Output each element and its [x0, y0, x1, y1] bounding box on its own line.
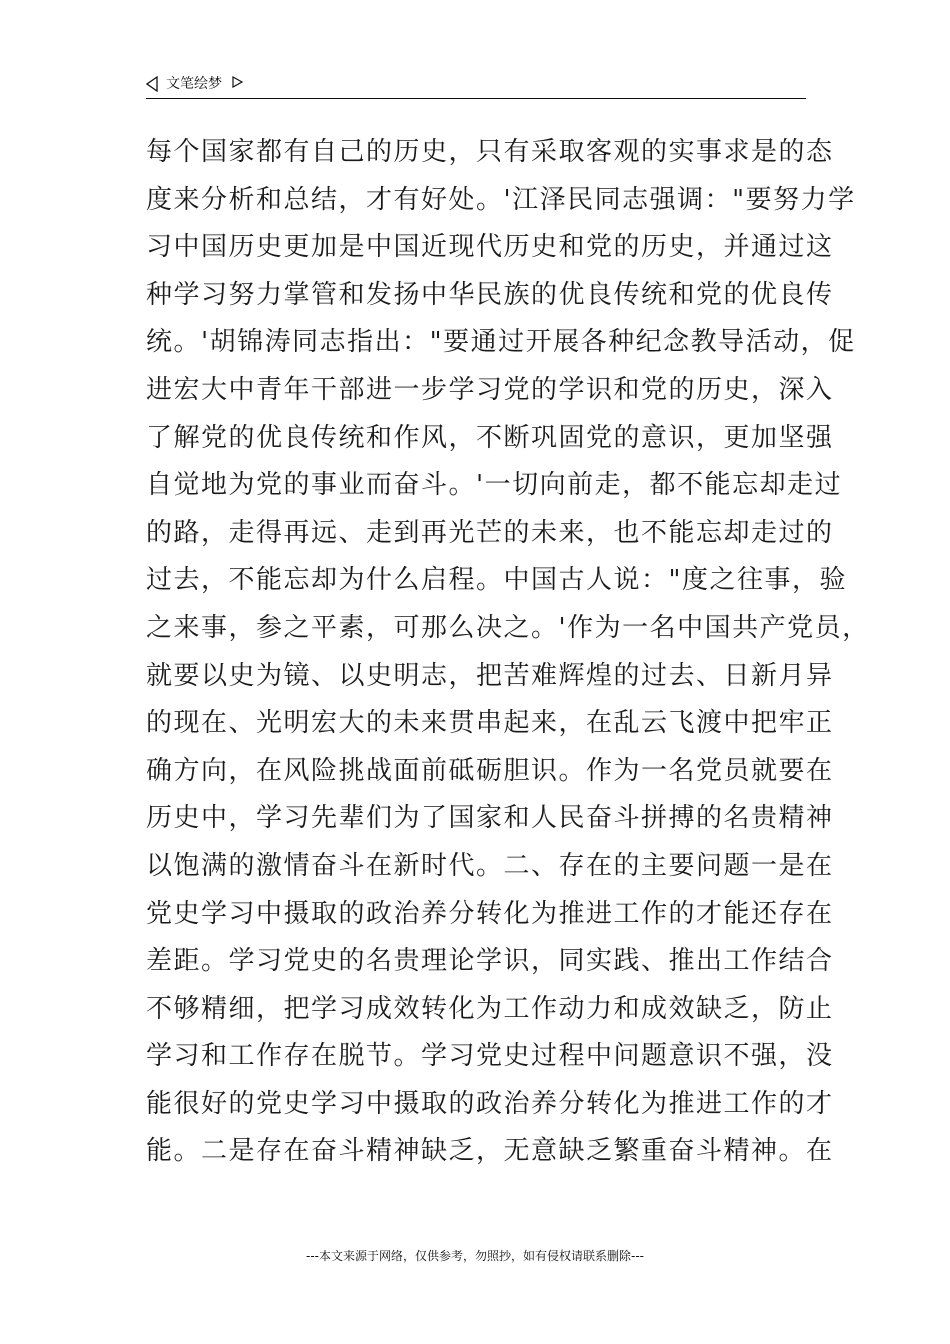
body-line: 种学习努力掌管和发扬中华民族的优良传统和党的优良传	[146, 279, 834, 310]
body-line: 差距。学习党史的名贵理论学识，同实践、推出工作结合	[146, 946, 834, 977]
body-line: 之来事，参之平素，可那么决之。'作为一名中国共产党员，	[146, 612, 870, 643]
document-body	[146, 129, 870, 1176]
body-line: 的现在、光明宏大的未来贯串起来，在乱云飞渡中把牢正	[146, 708, 834, 739]
body-line: 就要以史为镜、以史明志，把苦难辉煌的过去、日新月异	[146, 660, 834, 691]
triangle-left-icon	[146, 76, 158, 92]
body-line: 自觉地为党的事业而奋斗。'一切向前走，都不能忘却走过	[146, 470, 843, 501]
body-line: 学习和工作存在脱节。学习党史过程中问题意识不强，没	[146, 1041, 834, 1072]
body-line: 能很好的党史学习中摄取的政治养分转化为推进工作的才	[146, 1088, 834, 1119]
body-line: 以饱满的激情奋斗在新时代。二、存在的主要问题一是在	[146, 850, 834, 881]
page-header	[146, 74, 806, 99]
body-line: 统。'胡锦涛同志指出："要通过开展各种纪念教导活动，促	[146, 327, 856, 358]
body-line: 不够精细，把学习成效转化为工作动力和成效缺乏，防止	[146, 993, 834, 1024]
body-line: 党史学习中摄取的政治养分转化为推进工作的才能还存在	[146, 898, 834, 929]
body-line: 的路，走得再远、走到再光芒的未来，也不能忘却走过的	[146, 517, 834, 548]
body-line: 能。二是存在奋斗精神缺乏，无意缺乏繁重奋斗精神。在	[146, 1136, 834, 1167]
triangle-right-icon	[232, 76, 243, 88]
page-footer: ---本文来源于网络，仅供参考，勿照抄，如有侵权请联系删除---	[306, 1249, 644, 1263]
body-line: 每个国家都有自己的历史，只有采取客观的实事求是的态	[146, 137, 834, 167]
body-line: 习中国历史更加是中国近现代历史和党的历史，并通过这	[146, 232, 834, 263]
body-line: 确方向，在风险挑战面前砥砺胆识。作为一名党员就要在	[146, 755, 834, 786]
body-line: 度来分析和总结，才有好处。'江泽民同志强调："要努力学	[146, 184, 856, 215]
body-line: 历史中，学习先辈们为了国家和人民奋斗拼搏的名贵精神	[146, 803, 834, 834]
header-title: 文笔绘梦	[166, 76, 222, 92]
body-line: 进宏大中青年干部进一步学习党的学识和党的历史，深入	[146, 374, 834, 405]
body-line: 了解党的优良传统和作风，不断巩固党的意识，更加坚强	[146, 422, 834, 453]
body-line: 过去，不能忘却为什么启程。中国古人说："度之往事，验	[146, 565, 847, 596]
